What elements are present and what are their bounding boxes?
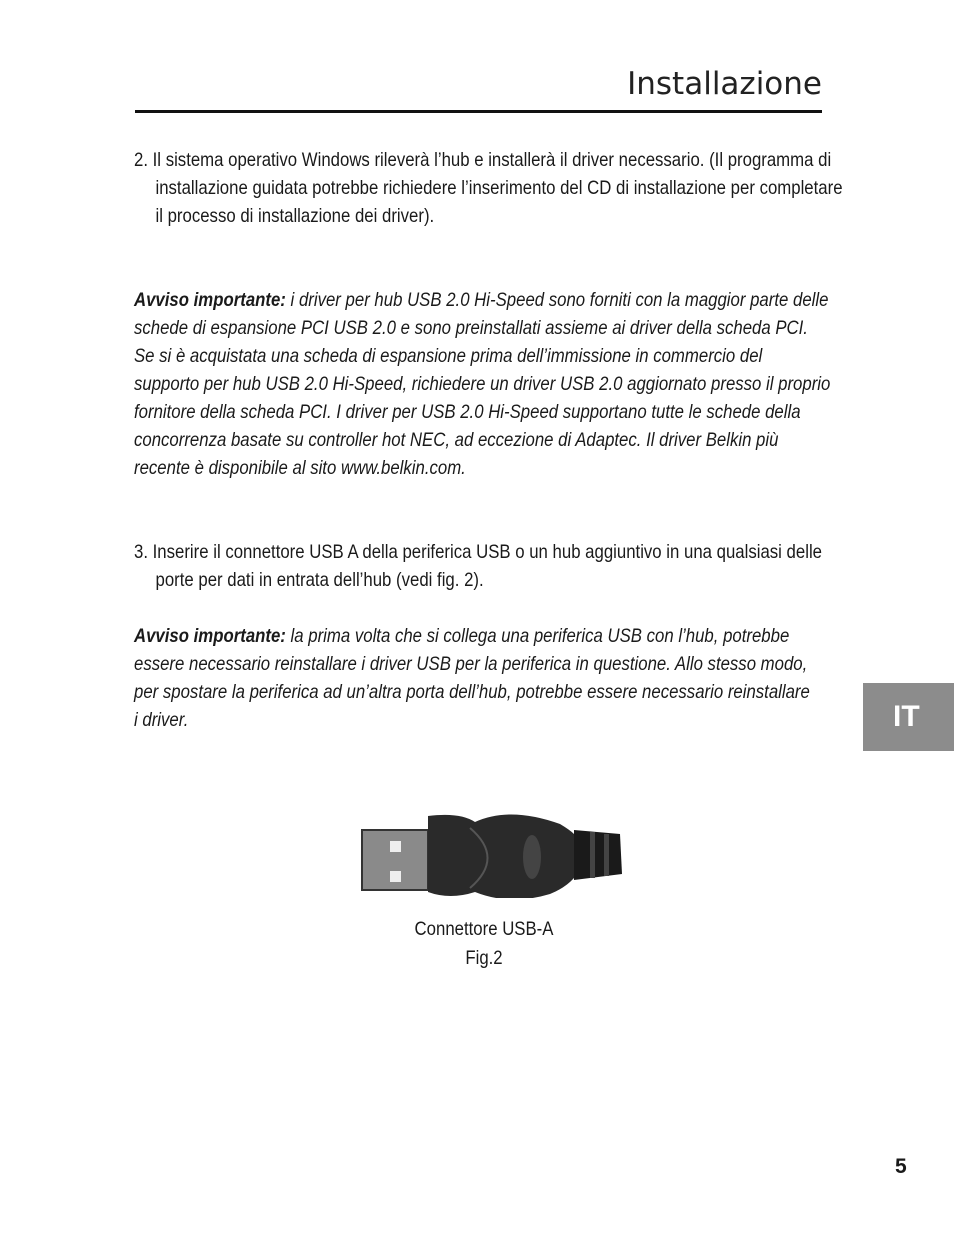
- title-rule: [135, 110, 822, 113]
- usb-a-connector-image: [360, 808, 630, 898]
- step-text: Il sistema operativo Windows rileverà l’hub e installerà il driver necessario. (Il programma di installazione guidata potrebbe richiedere l’inserimento del CD di installazione per completare il processo di installazione dei driver).: [152, 149, 843, 227]
- note-text: i driver per hub USB 2.0 Hi-Speed sono forniti con la maggior parte delle schede di espansione PCI USB 2.0 e sono preinstallati assieme ai driver della scheda PCI. Se si è acquistata una scheda di espansione prima dell’immissione in commercio del supporto per hub USB 2.0 Hi-Speed, richiedere un driver USB 2.0 aggiornato presso il proprio fornitore della scheda PCI. I driver per USB 2.0 Hi-Speed supportano tutte le schede della concorrenza basate su controller hot NEC, ad eccezione di Adaptec. Il driver Belkin più recente è disponibile al sito www.belkin.com.: [134, 289, 831, 479]
- step-2: [134, 146, 848, 230]
- note-label: Avviso importante:: [134, 625, 286, 647]
- figure-label: Fig.2: [465, 947, 503, 969]
- page-title: Installazione: [627, 66, 822, 102]
- language-tab: IT: [863, 683, 954, 751]
- step-number: 2.: [134, 149, 148, 171]
- note-text: la prima volta che si collega una periferica USB con l’hub, potrebbe essere necessario reinstallare i driver USB per la periferica in questione. Allo stesso modo, per spostare la periferica ad un’altra porta dell’hub, potrebbe essere necessario reinstallare i driver.: [134, 625, 810, 731]
- note-2: [134, 622, 813, 734]
- step-3: [134, 538, 835, 594]
- step-number: 3.: [134, 541, 148, 563]
- page-number: 5: [895, 1155, 907, 1178]
- figure-caption: Connettore USB-A: [414, 918, 554, 940]
- step-text: Inserire il connettore USB A della periferica USB o un hub aggiuntivo in una qualsiasi delle porte per dati in entrata dell’hub (vedi fig. 2).: [152, 541, 822, 591]
- note-label: Avviso importante:: [134, 289, 286, 311]
- note-1: [134, 286, 831, 482]
